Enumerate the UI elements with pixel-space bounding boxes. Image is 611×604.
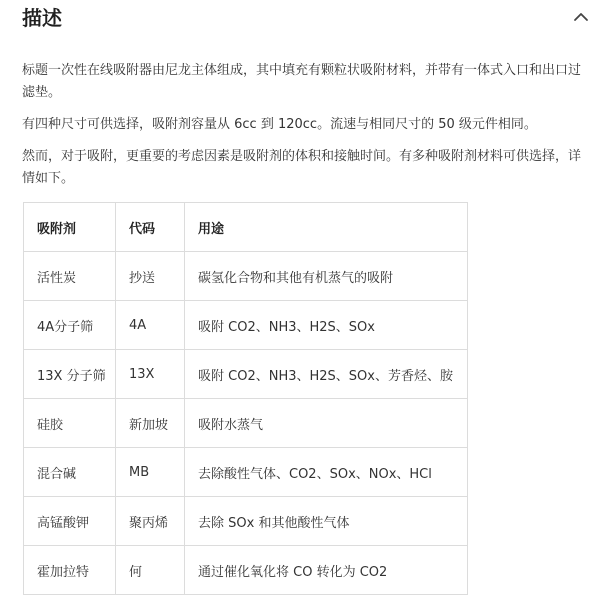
cell-code: 4A: [116, 301, 185, 350]
cell-code: 何: [116, 546, 185, 595]
cell-adsorbent: 活性炭: [24, 252, 116, 301]
cell-code: 新加坡: [116, 399, 185, 448]
table-row: [24, 448, 468, 497]
table-row: [24, 546, 468, 595]
table-row: [24, 350, 468, 399]
description-paragraph-2: 有四种尺寸可供选择，吸附剂容量从 6cc 到 120cc。流速与相同尺寸的 50 级元件相同。: [22, 117, 537, 132]
cell-usage: 通过催化氧化将 CO 转化为 CO2: [185, 546, 468, 595]
cell-adsorbent: 13X 分子筛: [24, 350, 116, 399]
description-paragraph-3: 然而，对于吸附，更重要的考虑因素是吸附剂的体积和接触时间。有多种吸附剂材料可供选择，详情如下。: [22, 149, 582, 186]
cell-adsorbent: 4A分子筛: [24, 301, 116, 350]
header-code: 代码: [116, 203, 185, 252]
adsorbent-table: [23, 202, 468, 595]
section-title: 描述: [22, 6, 62, 30]
table-row: [24, 497, 468, 546]
table-header-row: [24, 203, 468, 252]
table-row: [24, 252, 468, 301]
cell-usage: 去除 SOx 和其他酸性气体: [185, 497, 468, 546]
cell-usage: 去除酸性气体、CO2、SOx、NOx、HCl: [185, 448, 468, 497]
cell-code: 13X: [116, 350, 185, 399]
chevron-up-icon: [570, 6, 592, 28]
header-usage: 用途: [185, 203, 468, 252]
collapse-toggle-button[interactable]: [570, 6, 592, 28]
cell-adsorbent: 霍加拉特: [24, 546, 116, 595]
cell-code: 聚丙烯: [116, 497, 185, 546]
cell-code: 抄送: [116, 252, 185, 301]
description-section-header[interactable]: [22, 0, 592, 40]
cell-usage: 吸附 CO2、NH3、H2S、SOx: [185, 301, 468, 350]
cell-adsorbent: 混合碱: [24, 448, 116, 497]
description-paragraph-1: 标题一次性在线吸附器由尼龙主体组成，其中填充有颗粒状吸附材料，并带有一体式入口和出口过滤垫。: [22, 63, 582, 100]
cell-code: MB: [116, 448, 185, 497]
cell-usage: 吸附水蒸气: [185, 399, 468, 448]
cell-usage: 碳氢化合物和其他有机蒸气的吸附: [185, 252, 468, 301]
header-adsorbent: 吸附剂: [24, 203, 116, 252]
table-row: [24, 301, 468, 350]
cell-adsorbent: 高锰酸钾: [24, 497, 116, 546]
table-row: [24, 399, 468, 448]
cell-adsorbent: 硅胶: [24, 399, 116, 448]
cell-usage: 吸附 CO2、NH3、H2S、SOx、芳香烃、胺: [185, 350, 468, 399]
